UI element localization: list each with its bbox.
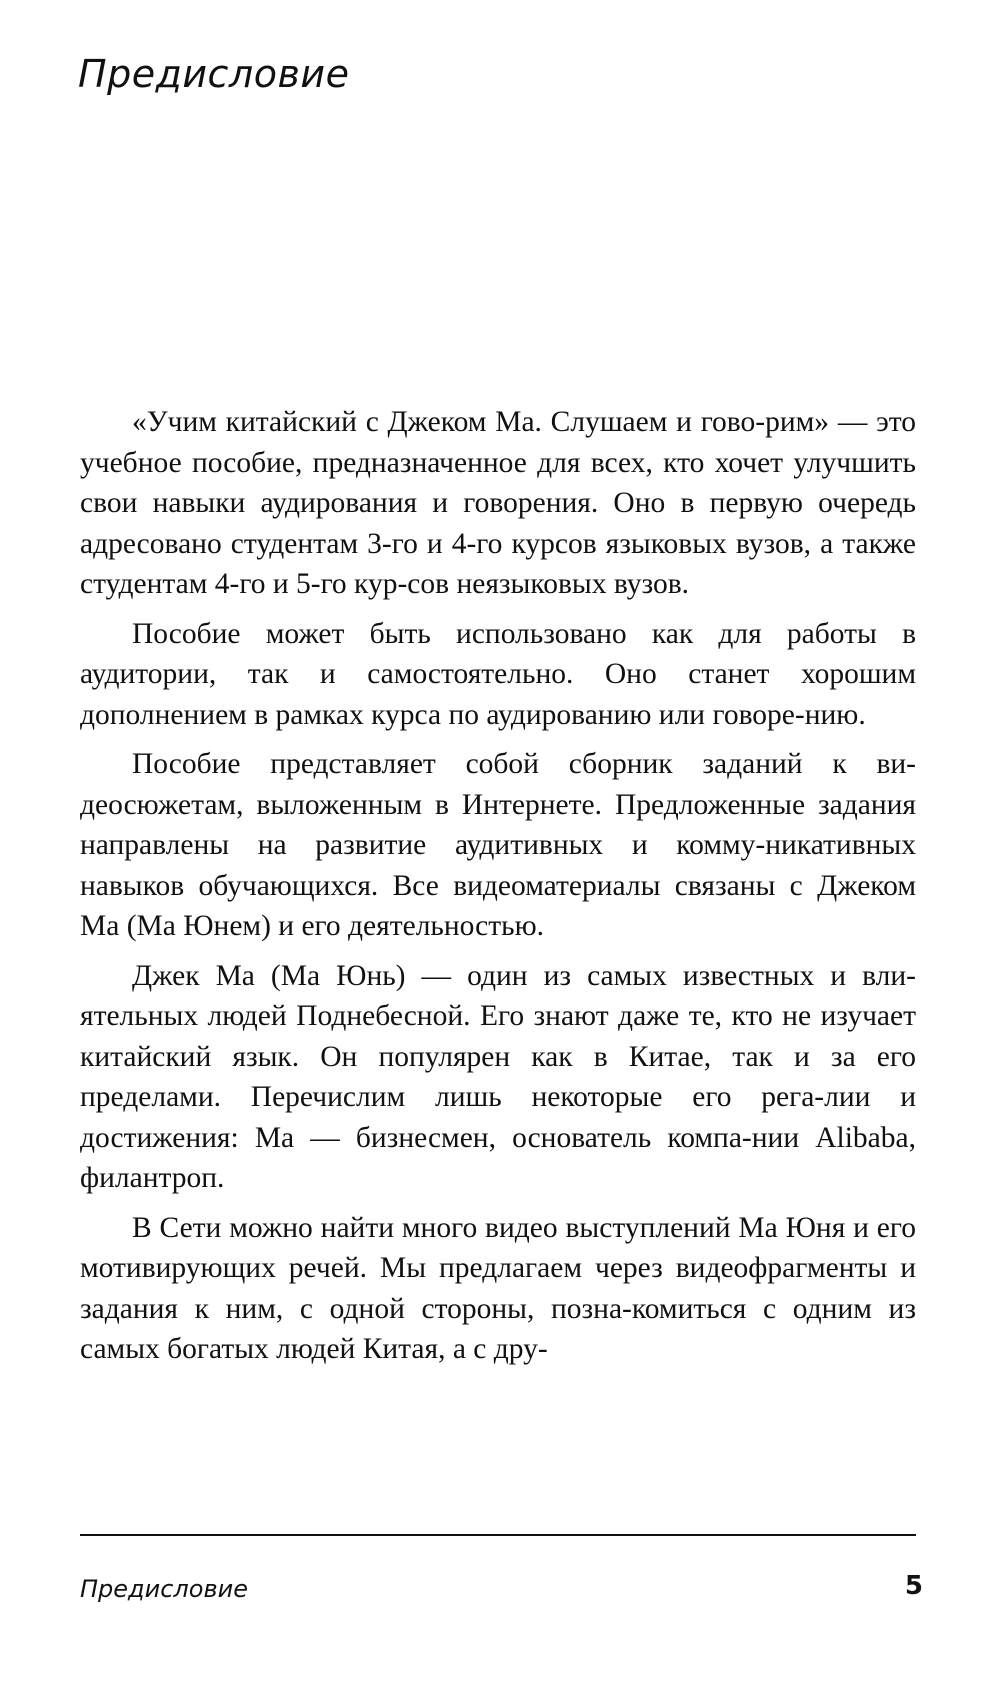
paragraph: «Учим китайский с Джеком Ма. Слушаем и гово-рим» — это учебное пособие, предназначенное для всех, кто хочет улучшить свои навыки аудирования и говорения. Оно в первую очередь адресовано студентам 3-го и 4-го курсов языковых вузов, а также студентам 4-го и 5-го кур-сов неязыковых вузов. xyxy=(80,406,916,600)
running-footer-title: Предисловие xyxy=(80,1575,248,1603)
paragraph: Джек Ма (Ма Юнь) — один из самых известных и вли-ятельных людей Поднебесной. Его знают даже те, кто не изучает китайский язык. Он популярен как в Китае, так и за его пределами. Перечислим лишь некоторые его рега-лии и достижения: Ма — бизнесмен, основатель компа-нии Alibaba, филантроп. xyxy=(80,959,916,1194)
body-text xyxy=(80,402,916,1379)
paragraph: В Сети можно найти много видео выступлений Ма Юня и его мотивирующих речей. Мы предлагаем через видеофрагменты и задания к ним, с одной стороны, позна-комиться с одним из самых богатых людей Китая, а с дру- xyxy=(80,1211,916,1365)
paragraph: Пособие может быть использовано как для работы в аудитории, так и самостоятельно. Оно станет хорошим дополнением в рамках курса по аудированию или говоре-нию. xyxy=(80,617,916,731)
page-title: Предисловие xyxy=(78,52,350,96)
page-number: 5 xyxy=(904,1571,923,1601)
footer-divider xyxy=(80,1534,916,1536)
paragraph: Пособие представляет собой сборник заданий к ви-деосюжетам, выложенным в Интернете. Предложенные задания направлены на развитие аудитивных и комму-никативных навыков обучающихся. Все видеоматериалы связаны с Джеком Ма (Ма Юнем) и его деятельностью. xyxy=(80,748,916,942)
